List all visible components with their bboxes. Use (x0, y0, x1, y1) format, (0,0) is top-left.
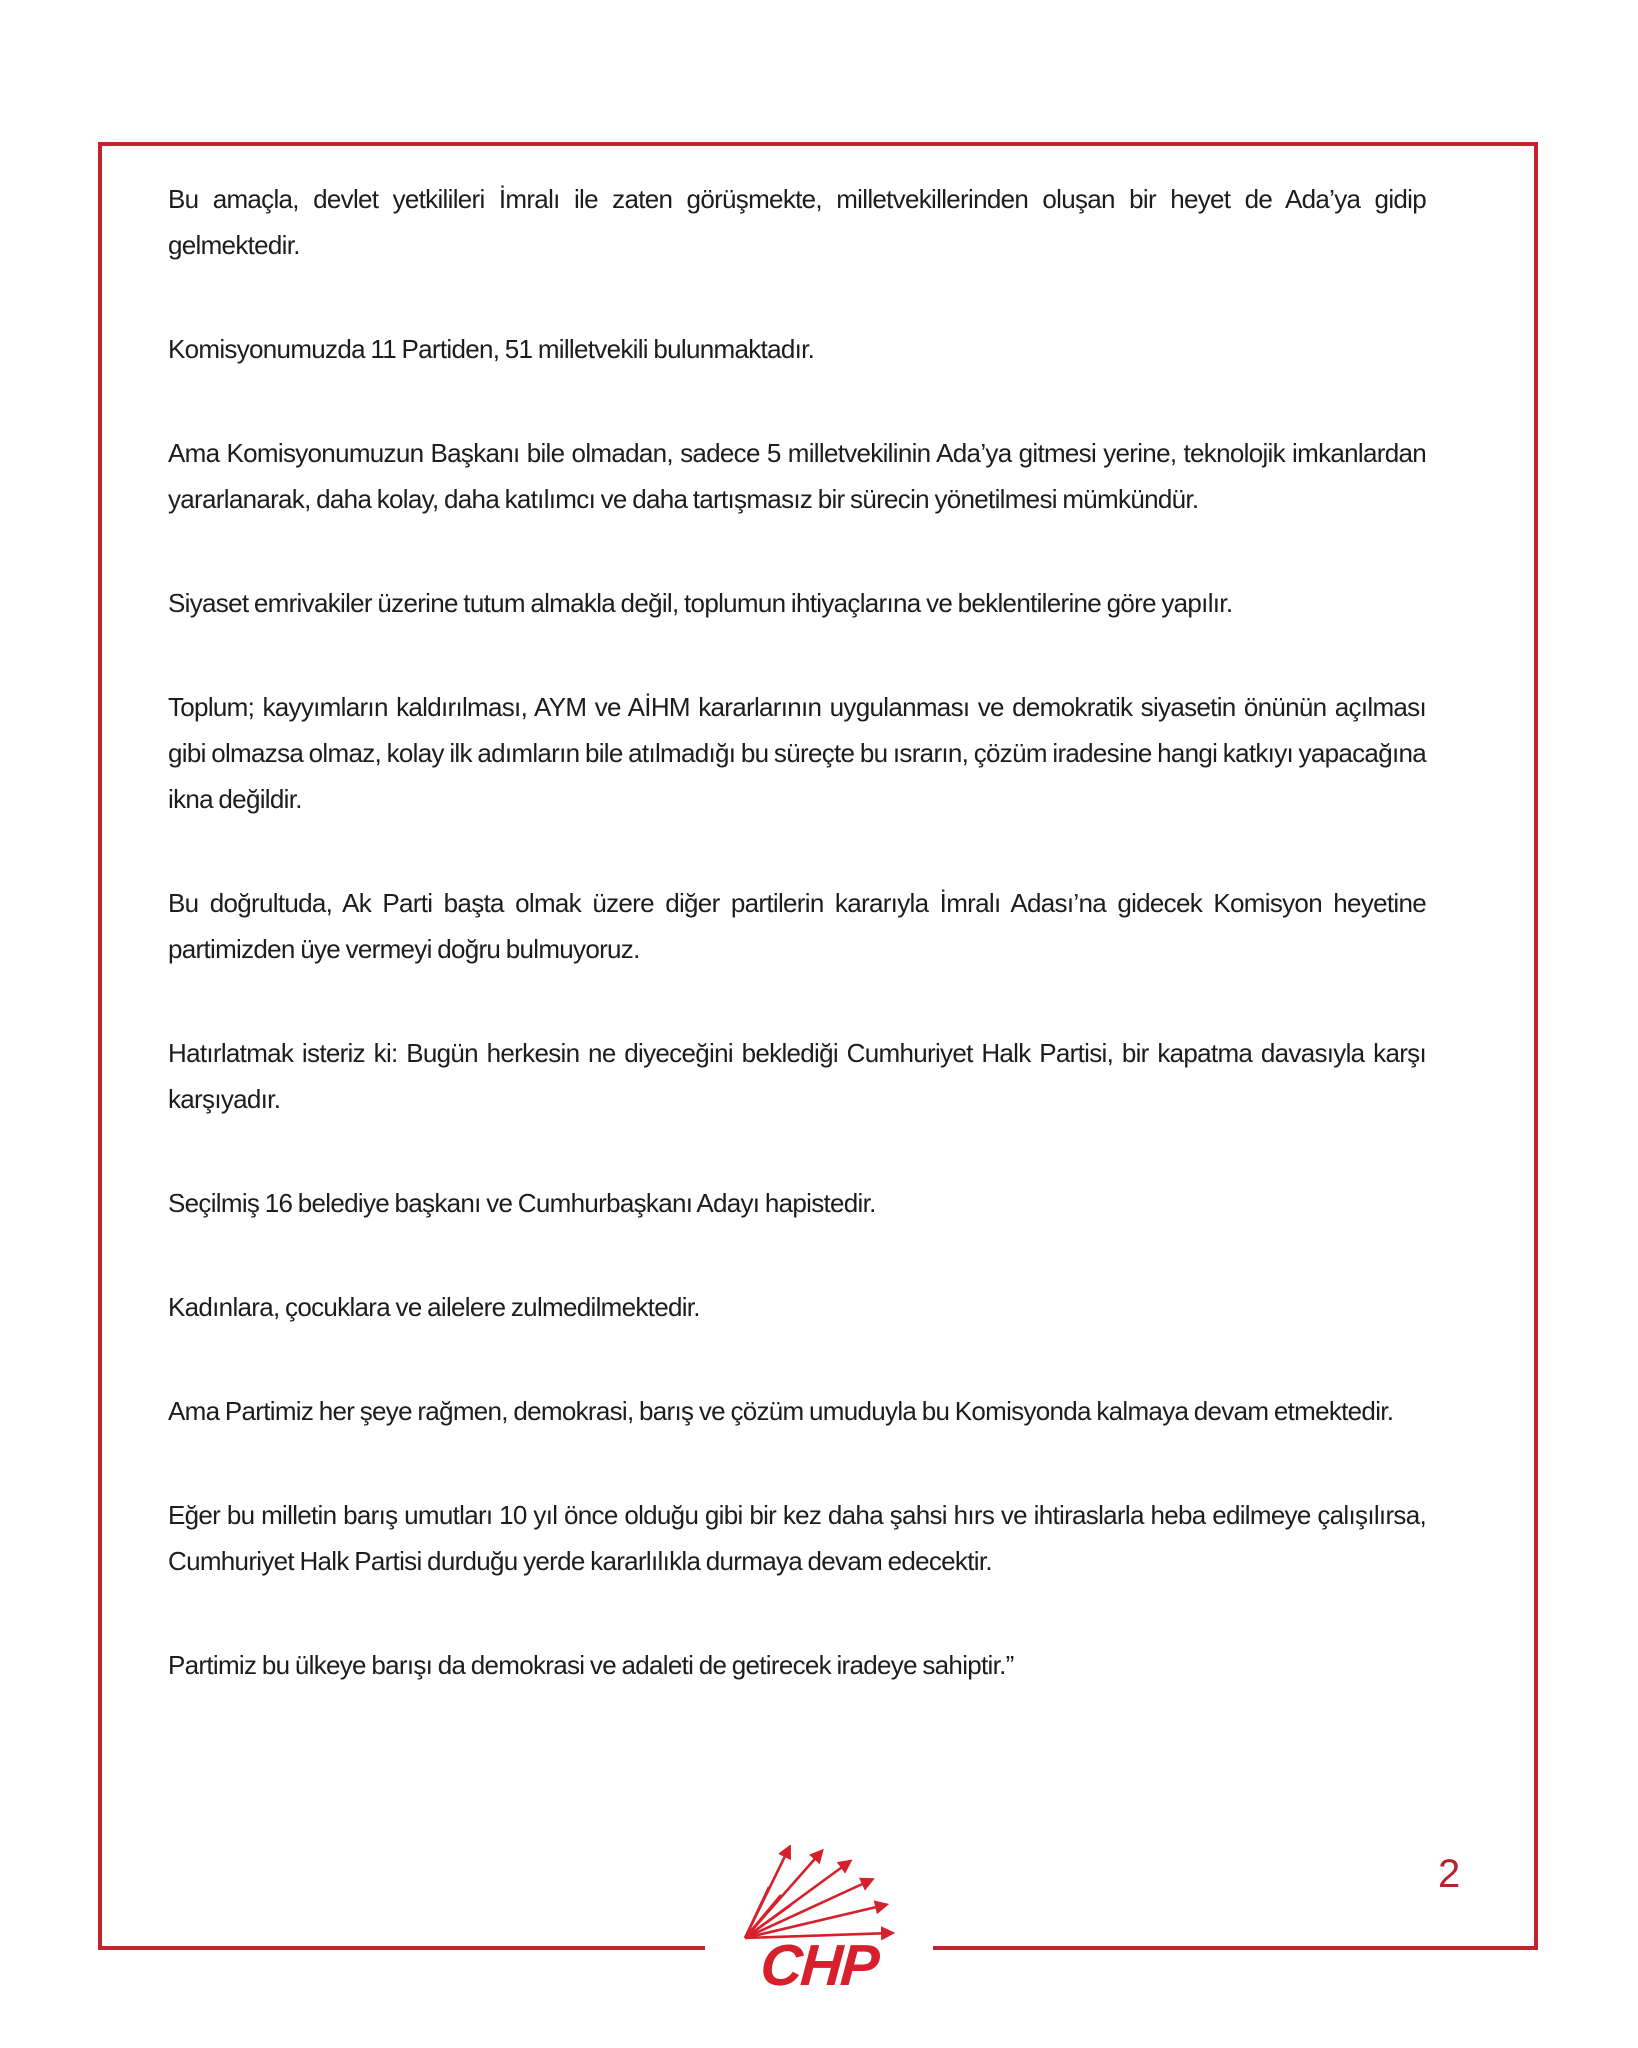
paragraph: Partimiz bu ülkeye barışı da demokrasi ve adaleti de getirecek iradeye sahiptir.” (168, 1650, 1014, 1680)
statement-body (168, 176, 1426, 1688)
paragraph: Komisyonumuzda 11 Partiden, 51 milletvekili bulunmaktadır. (168, 334, 815, 364)
paragraph: Ama Partimiz her şeye rağmen, demokrasi, barış ve çözüm umuduyla bu Komisyonda kalmaya devam etmektedir. (168, 1396, 1394, 1426)
paragraph: Bu amaçla, devlet yetkilileri İmralı ile zaten görüşmekte, milletvekillerinden oluşan bir heyet de Ada’ya gidip gelmektedir. (168, 184, 1426, 260)
paragraph: Eğer bu milletin barış umutları 10 yıl önce olduğu gibi bir kez daha şahsi hırs ve ihtiraslarla heba edilmeye çalışılırsa, Cumhuriyet Halk Partisi durduğu yerde kararlılıkla durmaya devam edecektir. (168, 1500, 1426, 1576)
paragraph: Bu doğrultuda, Ak Parti başta olmak üzere diğer partilerin kararıyla İmralı Adası’na gidecek Komisyon heyetine partimizden üye vermeyi doğru bulmuyoruz. (168, 888, 1426, 964)
paragraph: Hatırlatmak isteriz ki: Bugün herkesin ne diyeceğini beklediği Cumhuriyet Halk Partisi, bir kapatma davasıyla karşı karşıyadır. (168, 1038, 1426, 1114)
page-number: 2 (1438, 1852, 1461, 1896)
paragraph: Ama Komisyonumuzun Başkanı bile olmadan, sadece 5 milletvekilinin Ada’ya gitmesi yerine, teknolojik imkanlardan yararlanarak, daha kolay, daha katılımcı ve daha tartışmasız bir sürecin yönetilmesi mümkündür. (168, 438, 1426, 514)
paragraph: Siyaset emrivakiler üzerine tutum almakla değil, toplumun ihtiyaçlarına ve beklentilerine göre yapılır. (168, 588, 1233, 618)
chp-six-arrows-icon (739, 1845, 899, 1941)
chp-logo (705, 1845, 933, 1998)
paragraph: Seçilmiş 16 belediye başkanı ve Cumhurbaşkanı Adayı hapistedir. (168, 1188, 876, 1218)
chp-wordmark: CHP (758, 1933, 880, 1998)
paragraph: Kadınlara, çocuklara ve ailelere zulmedilmektedir. (168, 1292, 700, 1322)
paragraph: Toplum; kayyımların kaldırılması, AYM ve AİHM kararlarının uygulanması ve demokratik siyasetin önünün açılması gibi olmazsa olmaz, kolay ilk adımların bile atılmadığı bu süreçte bu ısrarın, çözüm iradesine hangi katkıyı yapacağına ikna değildir. (168, 692, 1426, 814)
